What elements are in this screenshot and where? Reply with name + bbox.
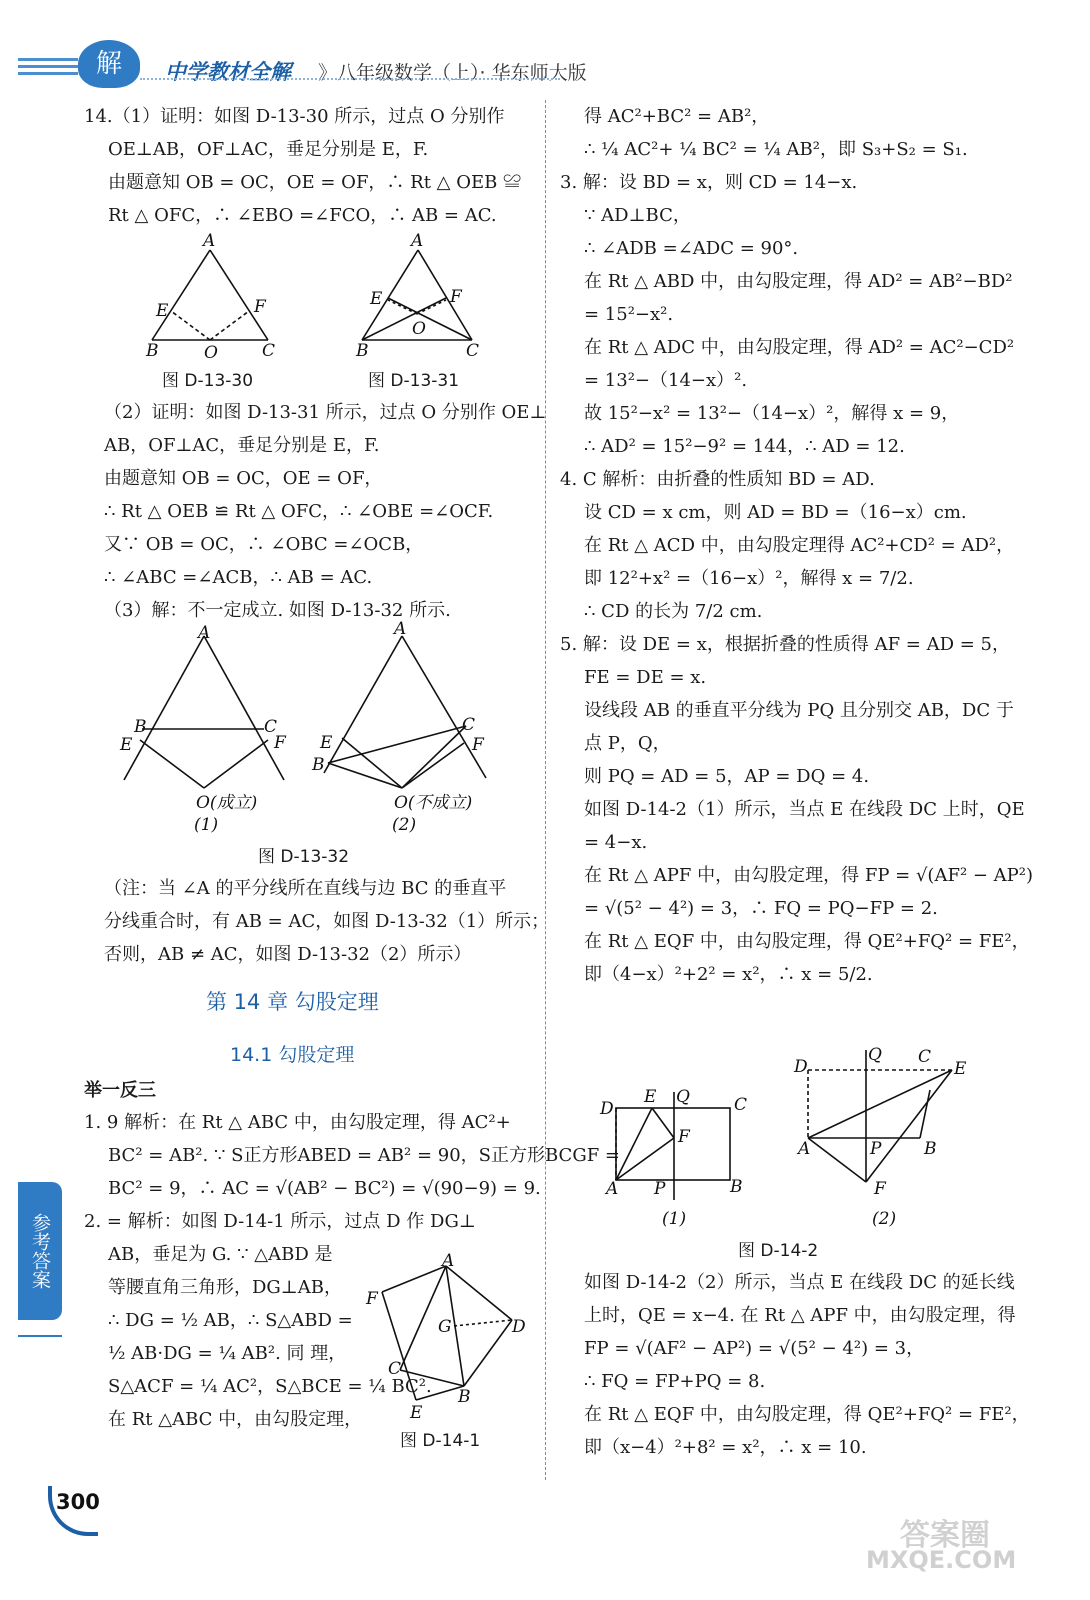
svg-text:F: F bbox=[274, 733, 286, 753]
text-line: ∴ ¼ AC²+ ¼ BC² = ¼ AB²，即 S₃+S₂ = S₁. bbox=[584, 139, 968, 160]
text-line: 则 PQ = AD = 5，AP = DQ = 4. bbox=[584, 766, 870, 787]
figure-label: O(不成立) bbox=[394, 793, 473, 813]
svg-text:C: C bbox=[734, 1095, 748, 1115]
figure-d-13-30 bbox=[140, 228, 290, 368]
svg-text:B: B bbox=[146, 341, 159, 361]
book-logo-icon: 解 bbox=[78, 40, 140, 88]
svg-text:F: F bbox=[254, 297, 266, 317]
text-line: 等腰直角三角形，DG⊥AB， bbox=[108, 1277, 342, 1298]
svg-text:C: C bbox=[466, 341, 480, 361]
svg-text:P: P bbox=[870, 1139, 882, 1159]
svg-text:C: C bbox=[388, 1359, 402, 1379]
text-line: FE = DE = x. bbox=[584, 667, 707, 688]
figure-label: (1) bbox=[194, 815, 219, 835]
text-line: ∴ ∠ADB =∠ADC = 90°. bbox=[584, 238, 799, 259]
text-line: 设线段 AB 的垂直平分线为 PQ 且分别交 AB，DC 于 bbox=[584, 700, 1014, 721]
svg-text:E: E bbox=[954, 1059, 967, 1079]
section-title: 14.1 勾股定理 bbox=[230, 1044, 355, 1066]
svg-text:B: B bbox=[356, 341, 369, 361]
svg-text:Q: Q bbox=[676, 1087, 690, 1107]
svg-text:F: F bbox=[874, 1179, 886, 1199]
text-line: S△ACF = ¼ AC²，S△BCE = ¼ BC². bbox=[108, 1376, 432, 1397]
text-line: = √(5² − 4²) = 3，∴ FQ = PQ−FP = 2. bbox=[584, 898, 938, 919]
svg-text:C: C bbox=[462, 715, 476, 735]
text-line: 得 AC²+BC² = AB²， bbox=[584, 106, 770, 127]
header-rule bbox=[140, 78, 560, 80]
text-line: AB，OF⊥AC，垂足分别是 E，F. bbox=[104, 435, 380, 456]
left-q14-part2-text bbox=[104, 396, 546, 627]
svg-text:D: D bbox=[512, 1317, 526, 1337]
svg-text:Q: Q bbox=[868, 1045, 882, 1065]
text-line: ∴ ∠ABC =∠ACB，∴ AB = AC. bbox=[104, 567, 373, 588]
svg-text:A: A bbox=[394, 619, 407, 639]
svg-text:G: G bbox=[438, 1317, 452, 1337]
svg-text:B: B bbox=[730, 1177, 743, 1197]
text-line: 分线重合时，有 AB = AC，如图 D-13-32（1）所示； bbox=[104, 911, 550, 932]
svg-text:B: B bbox=[458, 1387, 471, 1407]
svg-text:O: O bbox=[204, 343, 218, 363]
svg-text:F: F bbox=[450, 287, 462, 307]
right-bottom-text bbox=[584, 1266, 1030, 1464]
text-line: 设 CD = x cm，则 AD = BD =（16−x）cm. bbox=[584, 502, 967, 523]
text-line: FP = √(AF² − AP²) = √(5² − 4²) = 3， bbox=[584, 1338, 925, 1359]
text-line: 由题意知 OB = OC，OE = OF，∴ Rt △ OEB ≌ bbox=[108, 172, 522, 193]
answers-side-tab: 参考答案 bbox=[18, 1182, 62, 1320]
text-line: ∴ Rt △ OEB ≌ Rt △ OFC，∴ ∠OBE =∠OCF. bbox=[104, 501, 494, 522]
svg-text:E: E bbox=[370, 289, 383, 309]
text-line: 在 Rt △ ABD 中，由勾股定理，得 AD² = AB²−BD² bbox=[584, 271, 1013, 292]
text-line: 否则，AB ≠ AC，如图 D-13-32（2）所示） bbox=[104, 944, 472, 965]
text-line: ½ AB·DG = ¼ AB². 同 理， bbox=[108, 1343, 347, 1364]
svg-text:E: E bbox=[410, 1403, 423, 1423]
svg-text:C: C bbox=[262, 341, 276, 361]
svg-text:E: E bbox=[156, 301, 169, 321]
left-bottom-text bbox=[84, 1106, 620, 1436]
text-line: BC² = 9，∴ AC = √(AB² − BC²) = √(90−9) = 9. bbox=[108, 1178, 541, 1199]
svg-text:A: A bbox=[411, 231, 424, 251]
text-line: 在 Rt △ EQF 中，由勾股定理，得 QE²+FQ² = FE²， bbox=[584, 931, 1030, 952]
figure-caption: 图 D-13-31 bbox=[368, 371, 460, 391]
text-line: 在 Rt △ ACD 中，由勾股定理得 AC²+CD² = AD²， bbox=[584, 535, 1015, 556]
book-title: 中学教材全解 bbox=[165, 60, 291, 84]
left-q14-text bbox=[84, 100, 521, 232]
text-line: 点 P，Q， bbox=[584, 733, 671, 754]
text-line: OE⊥AB，OF⊥AC，垂足分别是 E，F. bbox=[108, 139, 429, 160]
text-line: BC² = AB². ∵ S正方形ABED = AB² = 90，S正方形BCGF = bbox=[108, 1145, 620, 1166]
text-line: AB，垂足为 G. ∵ △ABD 是 bbox=[108, 1244, 333, 1265]
svg-text:O: O bbox=[412, 319, 426, 339]
text-line: （注：当 ∠A 的平分线所在直线与边 BC 的垂直平 bbox=[104, 878, 507, 899]
text-line: 在 Rt △ APF 中，由勾股定理，得 FP = √(AF² − AP²) bbox=[584, 865, 1034, 886]
text-line: （2）证明：如图 D-13-31 所示，过点 O 分别作 OE⊥ bbox=[104, 402, 547, 423]
svg-text:D: D bbox=[600, 1099, 614, 1119]
text-line: = 4−x. bbox=[584, 832, 648, 853]
figure-d-13-31 bbox=[348, 228, 498, 368]
text-line: 即 12²+x² =（16−x）²，解得 x = 7/2. bbox=[584, 568, 914, 589]
text-line: 即（x−4）²+8² = x²，∴ x = 10. bbox=[584, 1437, 867, 1458]
svg-text:B: B bbox=[312, 755, 325, 775]
figure-label: O(成立) bbox=[196, 793, 258, 813]
chapter-title: 第 14 章 勾股定理 bbox=[206, 990, 379, 1014]
figure-label: (2) bbox=[872, 1209, 897, 1229]
svg-text:E: E bbox=[320, 733, 333, 753]
figure-caption: 图 D-13-30 bbox=[162, 371, 254, 391]
text-line: ∵ AD⊥BC， bbox=[584, 205, 691, 226]
svg-text:E: E bbox=[120, 735, 133, 755]
figure-label: (2) bbox=[392, 815, 417, 835]
text-line: ∴ AD² = 15²−9² = 144，∴ AD = 12. bbox=[584, 436, 905, 457]
svg-text:C: C bbox=[264, 717, 278, 737]
svg-text:A: A bbox=[442, 1252, 455, 1271]
text-line: 14.（1）证明：如图 D-13-30 所示，过点 O 分别作 bbox=[84, 106, 505, 127]
svg-text:F: F bbox=[366, 1289, 378, 1309]
text-line: ∴ FQ = FP+PQ = 8. bbox=[584, 1371, 766, 1392]
text-line: 即（4−x）²+2² = x²，∴ x = 5/2. bbox=[584, 964, 873, 985]
svg-text:A: A bbox=[198, 623, 211, 643]
book-subtitle: 》八年级数学（上）· 华东师大版 bbox=[318, 62, 587, 84]
figure-label: (1) bbox=[662, 1209, 687, 1229]
right-top-text bbox=[560, 100, 1033, 991]
figure-d-14-1 bbox=[362, 1252, 532, 1432]
text-line: 又∵ OB = OC，∴ ∠OBC =∠OCB， bbox=[104, 534, 424, 555]
side-rule bbox=[18, 1335, 62, 1337]
svg-text:D: D bbox=[794, 1057, 808, 1077]
text-line: ∴ CD 的长为 7/2 cm. bbox=[584, 601, 763, 622]
figure-caption: 图 D-14-1 bbox=[400, 1431, 481, 1451]
svg-text:B: B bbox=[134, 717, 147, 737]
header-stripes bbox=[18, 58, 78, 79]
text-line: 如图 D-14-2（1）所示，当点 E 在线段 DC 上时，QE bbox=[584, 799, 1025, 820]
text-line: 2. = 解析：如图 D-14-1 所示，过点 D 作 DG⊥ bbox=[84, 1211, 476, 1232]
text-line: 在 Rt △ EQF 中，由勾股定理，得 QE²+FQ² = FE²， bbox=[584, 1404, 1030, 1425]
text-line: （3）解：不一定成立. 如图 D-13-32 所示. bbox=[104, 600, 451, 621]
text-line: = 15²−x². bbox=[584, 304, 674, 325]
text-line: ∴ DG = ½ AB，∴ S△ABD = bbox=[108, 1310, 353, 1331]
left-note-text bbox=[104, 872, 549, 971]
svg-text:P: P bbox=[654, 1179, 666, 1199]
page-header bbox=[0, 0, 1090, 100]
figure-caption: 图 D-14-2 bbox=[738, 1241, 819, 1261]
svg-text:A: A bbox=[606, 1179, 619, 1199]
text-line: 在 Rt △ABC 中，由勾股定理， bbox=[108, 1409, 363, 1430]
svg-text:A: A bbox=[203, 231, 216, 251]
subhead: 举一反三 bbox=[84, 1080, 156, 1101]
figure-caption: 图 D-13-32 bbox=[258, 847, 350, 867]
figure-d-14-2 bbox=[590, 1042, 980, 1242]
text-line: = 13²−（14−x）². bbox=[584, 370, 748, 391]
text-line: 在 Rt △ ADC 中，由勾股定理，得 AD² = AC²−CD² bbox=[584, 337, 1015, 358]
text-line: 如图 D-14-2（2）所示，当点 E 在线段 DC 的延长线 bbox=[584, 1272, 1015, 1293]
figure-d-13-32 bbox=[110, 618, 510, 848]
watermark-url: MXQE.COM bbox=[866, 1546, 1017, 1574]
svg-text:F: F bbox=[472, 735, 484, 755]
svg-text:E: E bbox=[644, 1087, 657, 1107]
svg-text:C: C bbox=[918, 1047, 932, 1067]
page-number: 300 bbox=[56, 1490, 100, 1514]
text-line: 由题意知 OB = OC，OE = OF， bbox=[104, 468, 383, 489]
text-line: Rt △ OFC，∴ ∠EBO =∠FCO，∴ AB = AC. bbox=[108, 205, 497, 226]
text-line: 上时，QE = x−4. 在 Rt △ APF 中，由勾股定理，得 bbox=[584, 1305, 1016, 1326]
text-line: 1. 9 解析：在 Rt △ ABC 中，由勾股定理，得 AC²+ bbox=[84, 1112, 511, 1133]
svg-text:B: B bbox=[924, 1139, 937, 1159]
text-line: 5. 解：设 DE = x，根据折叠的性质得 AF = AD = 5， bbox=[560, 634, 1011, 655]
svg-text:A: A bbox=[798, 1139, 811, 1159]
svg-text:F: F bbox=[678, 1127, 690, 1147]
watermark-logo: 答案圈 bbox=[900, 1518, 990, 1553]
text-line: 故 15²−x² = 13²−（14−x）²，解得 x = 9， bbox=[584, 403, 960, 424]
text-line: 3. 解：设 BD = x，则 CD = 14−x. bbox=[560, 172, 858, 193]
text-line: 4. C 解析：由折叠的性质知 BD = AD. bbox=[560, 469, 875, 490]
